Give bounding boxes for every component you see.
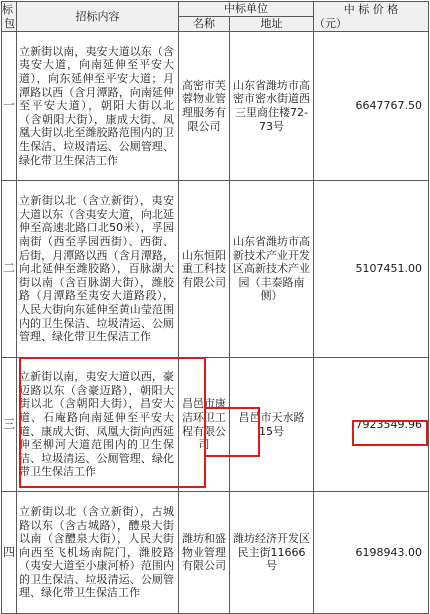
table-row <box>2 181 429 358</box>
winning-price: 5107451.00 <box>314 181 429 358</box>
header-winner-group: 中标单位 <box>179 2 314 17</box>
header-package <box>2 2 17 32</box>
package-number: 三 <box>2 358 17 492</box>
winner-address: 昌邑市天水路15号 <box>230 358 314 492</box>
winner-name: 昌邑市康洁环卫工程有限公司 <box>179 358 230 492</box>
header-price <box>314 2 429 32</box>
winner-name: 潍坊和盛物业管理有限公司 <box>179 492 230 614</box>
winning-price: 6647767.50 <box>314 32 429 181</box>
package-number: 四 <box>2 492 17 614</box>
winner-address: 山东省潍坊市高密市密水街道西三里商住楼72-73号 <box>230 32 314 181</box>
header-price-title: 中 标 价 格 <box>343 2 399 16</box>
table-row <box>2 32 429 181</box>
package-number: 二 <box>2 181 17 358</box>
table-row <box>2 492 429 614</box>
header-row-top <box>2 2 429 17</box>
header-package-char-1: 标 <box>2 2 13 16</box>
bid-content: 立新街以北（含立新街），夷安大道以东（含夷安大道，向北延伸至高速北路口北50米），孚园南街（西至孚园西街）、西街、后街，月潭路以西（含月潭路，向北延伸至潍胶路），百脉湖大街以南（含百脉湖大街），潍胶路（月潭路至夷安大道路段），人民大街向东延伸至黄山莹范围内的卫生保洁、垃圾清运、公厕管理、绿化带卫生保洁工作 <box>17 181 179 358</box>
winner-name: 高密市芙蓉物业管理服务有限公司 <box>179 32 230 181</box>
header-content: 招标内容 <box>17 2 179 32</box>
header-winner-name: 名称 <box>179 17 230 32</box>
winning-price: 7923549.96 <box>314 358 429 492</box>
header-package-char-2: 包 <box>4 16 15 30</box>
winner-address: 潍坊经济开发区民主街11666号 <box>230 492 314 614</box>
table-row <box>2 358 429 492</box>
bid-content: 立新街以北（含立新街），古城路以东（含古城路），醴泉大街以南（含醴泉大街），人民大街向西至飞机场南院门，潍胶路（夷安大道至小康河桥）范围内的卫生保洁、垃圾清运、公厕管理、绿化带卫生保洁工作 <box>17 492 179 614</box>
winner-address: 山东省潍坊市高新技术产业开发区高新技术产业园（丰泰路南侧） <box>230 181 314 358</box>
winner-name: 山东恒阳重工科技有限公司 <box>179 181 230 358</box>
package-number: 一 <box>2 32 17 181</box>
bid-result-table <box>1 1 429 614</box>
bid-content: 立新街以南，夷安大道以东（含夷安大道，向南延伸至平安大道），向东延伸至平安大道；月潭路以西（含月潭路，向南延伸至平安大道），朝阳大街以北（含朝阳大街），康成大街、凤凰大街以北至潍胶路范围内的卫生保洁、垃圾清运、公厕管理、绿化带卫生保洁工作 <box>17 32 179 181</box>
winning-price: 6198943.00 <box>314 492 429 614</box>
header-price-unit: （元） <box>314 16 347 30</box>
bid-content: 立新街以南，夷安大道以西，豪迈路以东（含豪迈路），朝阳大街以北（含朝阳大街），昌安大道、石庵路向南延伸至平安大道、康成大街、凤凰大街向西延伸至柳河大道范围内的卫生保洁、垃圾清运、公厕管理、绿化带卫生保洁工作 <box>17 358 179 492</box>
header-winner-address: 地址 <box>230 17 314 32</box>
